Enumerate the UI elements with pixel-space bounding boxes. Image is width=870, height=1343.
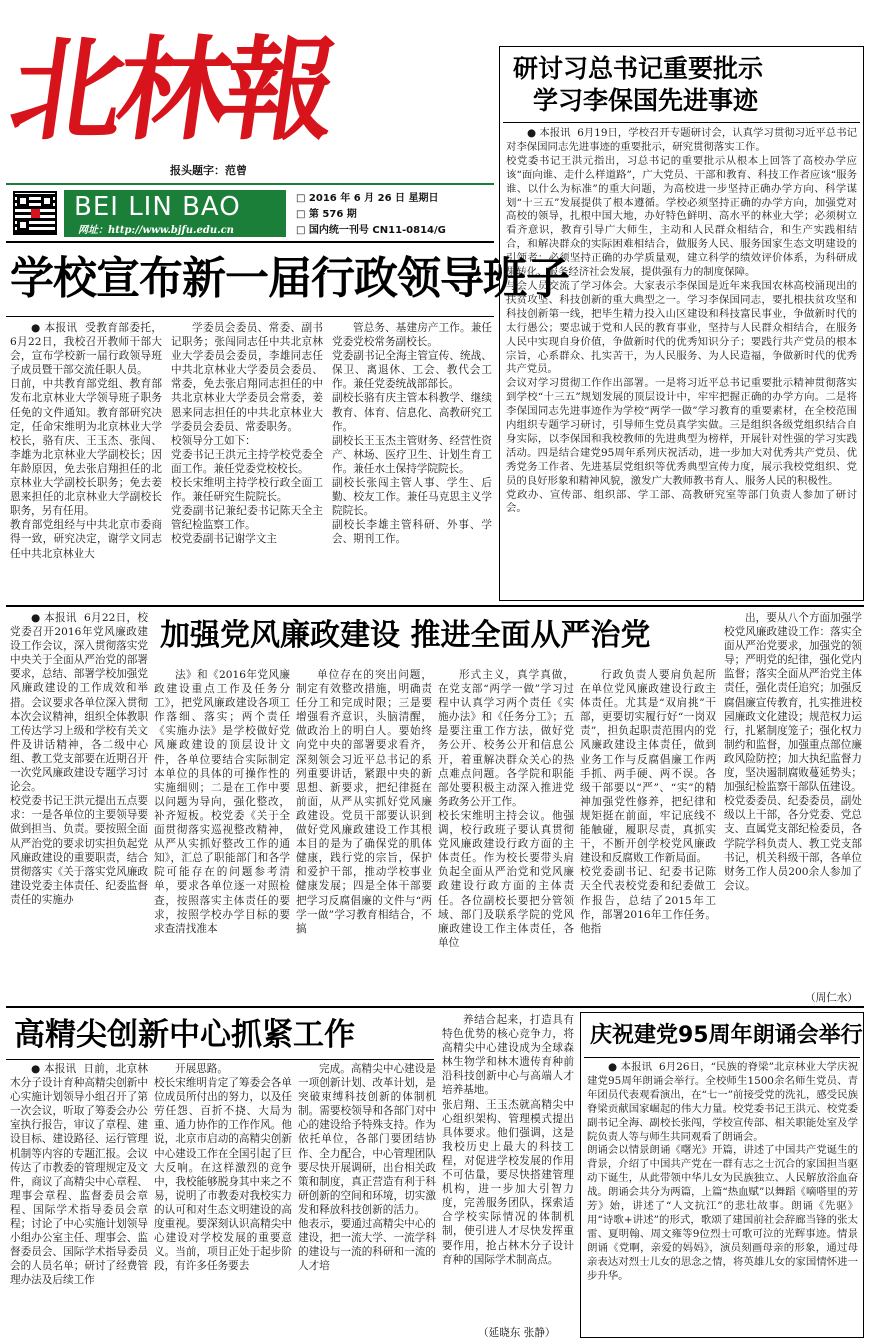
middle-article-col-2: 法》和《2016年党风廉政建设重点工作及任务分工》，把党风廉政建设各项工作落细、落实；两个责任《实施办法》是学校做好党风廉政建设的顶层设计文件，各单位要结合实际制定本单位的具体的可操作性的实施细则；二是在工作中要以问题为导向，强化整改，补齐短板。校党委《关于全面贯彻落实巡视整改精神，从严从实抓好整改工作的通知》，汇总了职能部门和各学院可能存在的问题参考清单，要求各单位逐一对照检查，按照落实主体责任的要求，按照学校办学目标的要求查清找准本 [154, 669, 290, 935]
middle-article-col-1: ● 本报讯 6月22日，校党委召开2016年党风廉政建设工作会议，深入贯彻落实党中央关于全面从严治党的部署要求，总结、部署学校加强党风廉政建设的工作成效和举措。会议要求各单位深入贯彻本次会议精神，组织全体教职工传达学习上级和学校有关文件及讲话精神，各二级中心组、教工党支部要在近期召开一次党风廉政建设专题学习讨论会。 校党委书记王洪元提出五点要求：一是各单位的主要领导要做到担当、负责。要按照全面从严治党的要求切实担负起党风廉政建设的重要职责，结合贯彻落实《关于落实党风廉政建设党委主体责任、纪委监督责任的实施办 [10, 612, 148, 906]
bottom-left-headline: 高精尖创新中心抓紧工作 [14, 1017, 355, 1053]
masthead-bottom-rule [6, 241, 494, 243]
masthead-logo [2, 25, 340, 156]
bottom-left-col-3: 完成。高精尖中心建设是一项创新计划、改革计划，是突破束缚科技创新的体制机制。需要校领导和各部门对中心的建设给予特殊支持。作为依托单位，各部门要团结协作、全力配合，中心管理团队要尽快开展调研，出台相关政策和制度，真正营造有利于科研创新的空间和环境，切实激发和释放科技创新的活力。 他表示，要通过高精尖中心的建设，把一流大学、一流学科的建设与一流的科研和一流的人才培 [298, 1063, 436, 1273]
bottom-right-headline: 庆祝建党95周年朗诵会举行 [590, 1023, 863, 1048]
lead-headline: 学校宣布新一届行政领导班子 [10, 253, 569, 304]
bottom-left-headline-rule [6, 1059, 434, 1060]
calligraphy-credit: 报头题字：范曾 [170, 164, 247, 177]
middle-headline: 加强党风廉政建设 推进全面从严治党 [160, 618, 651, 653]
issue-number: □ 第 576 期 [296, 209, 357, 220]
lead-article-col-2: 学委员会委员、常委、副书记职务；张闯同志任中共北京林业大学委员会委员，李雄同志任中共北京林业大学委员会委员、常委，免去张启翔同志担任的中共北京林业大学委员会常委，姜恩来同志担任的中共北京林业大学委员会委员、常委职务。 校领导分工如下： 党委书记王洪元主持学校党委全面工作。兼任党委党校校长。 校长宋维明主持学校行政全面工作。兼任研究生院院长。 党委副书记兼纪委书记陈天全主管纪检监察工作。 校党委副书记谢学文主 [171, 322, 323, 546]
middle-article-col-5: 行政负责人要肩负起所在单位党风廉政建设行政主体责任。尤其是“双肩挑”干部，更要切实履行好“一岗双责”，担负起职责范围内的党风廉政建设主体责任，做到业务工作与反腐倡廉工作两手抓、两手硬、两不误。各级干部要以“严”、“实”的精神加强党性修养，把纪律和规矩挺在前面，牢记底线不能触碰，履职尽责，真抓实干，不断开创学校党风廉政建设和反腐败工作新局面。 校党委副书记、纪委书记陈天全代表校党委和纪委做工作报告，总结了2015年工作，部署2016年工作任务。他指 [580, 669, 716, 935]
bottom-left-col-4: 养结合起来，打造具有特色优势的核心竞争力，将高精尖中心建设成为全球森林生物学和林木遗传育种前沿科技创新中心与高端人才培养基地。 张启翔、王玉杰就高精尖中心组织架构、管理模式提出具体要求。他们强调，这是我校历史上最大的科技工程，对促进学校发展的作用不可估量，要尽快搭建管理机构，进一步加大引智力度，完善服务团队，探索适合学校实际情况的体制机制，使引进人才尽快发挥重要作用，抢占林木分子设计育种的国际学术制高点。 [442, 1014, 574, 1266]
bottom-left-col-1: ● 本报讯 日前，北京林木分子设计育种高精尖创新中心实施计划领导小组召开了第一次会议，听取了筹委会办公室执行报告，审议了章程、建设目标、建设路径、运行管理机制等内容的专题汇报。会议传达了市教委的管理规定及文件，商议了高精尖中心章程、理事会章程、监督委员会章程、国际学术指导委员会章程；讨论了中心实施计划领导小组办公室主任、理事会、监督委员会、国际学术指导委员会的人员名单；研讨了经费管理办法及后续工作 [10, 1063, 148, 1287]
qr-code [13, 191, 57, 235]
masthead-top-rule [6, 183, 494, 185]
section-rule-1 [6, 605, 864, 607]
pinyin-banner [64, 190, 286, 237]
issue-info [296, 191, 494, 239]
bottom-left-byline: （延晓东 张静） [478, 1327, 556, 1339]
middle-article-col-6: 出，要从八个方面加强学校党风廉政建设工作：落实全面从严治党要求，加强党的领导；严明党的纪律，强化党内监督；落实全面从严治党主体责任，强化责任追究；加强反腐倡廉宣传教育，扎实推进校园廉政文化建设；规范权力运行，扎紧制度笼子；强化权力制约和监督，加强重点部位廉政风险防控；加大执纪监督力度，坚决遏制腐败蔓延势头；加强纪检监察干部队伍建设。 校党委委员、纪委委员，副处级以上干部，各分党委、党总支、直属党支部纪检委员，各学院学科负责人、教工党支部书记，机关科级干部，各单位财务工作人员200余人参加了会议。 [724, 612, 862, 892]
top-right-headline-1: 研讨习总书记重要批示 [513, 54, 764, 83]
top-right-headline-rule [503, 122, 860, 123]
lead-headline-rule [6, 316, 494, 317]
lead-article-col-1: ● 本报讯 受教育部委托，6月22日，我校召开教师干部大会，宣布学校新一届行政领导班子成员暨干部交流任职人员。 日前，中共教育部党组、教育部发布北京林业大学领导班子职务任免的文件通知。教育部研究决定，任命宋维明为北京林业大学校长，骆有庆、王玉杰、张闯、李雄为北京林业大学副校长；因年龄原因，免去张启翔担任的北京林业大学副校长职务；免去姜恩来担任的北京林业大学副校长职务，另有任用。 教育部党组经与中共北京市委商得一致，研究决定，谢学文同志任中共北京林业大 [10, 322, 162, 560]
top-right-headline-2: 学习李保国先进事迹 [533, 86, 759, 115]
website-link[interactable]: 网址：http://www.bjfu.edu.cn [78, 225, 234, 236]
top-right-article-body: ● 本报讯 6月19日，学校召开专题研讨会，认真学习贯彻习近平总书记对李保国同志先进事迹的重要批示，研究贯彻落实工作。 校党委书记王洪元指出，习总书记的重要批示从根本上回答了高校办学应该“面向谁、走什么样道路”，广大党员、干部和教育、科技工作者应该“服务谁、以什么为标准”的重大问题，为高校进一步坚持正确办学方向、科学谋划“十三五”发展提供了根本遵循。学校必须坚持正确的办学方向，加强党对高校的领导，扎根中国大地，办好特色鲜明、高水平的林业大学；必须树立看齐意识，教育引导广大师生，主动和人民群众相结合，和生产实践相结合，和解决群众的实际困难相结合，做服务人民、服务国家生态文明建设的引领者；必须坚持正确的办学质量观，建立科学的绩效评价体系，为科研成果转化、服务经济社会发展，提供强有力的制度保障。 与会人员交流了学习体会。大家表示李保国是近年来我国农林高校涌现出的扶贫攻坚、科技创新的重大典型之一。学习李保国同志，要扎根扶贫攻坚和科技创新第一线，把毕生精力投入山区建设和科技富民事业，争做新时代的太行愚公；要忠诚于党和人民的教育事业，坚持与人民群众相结合，在服务人民中实现自身价值，争做新时代的优秀知识分子；要践行共产党员的根本宗旨，心系群众、扎实苦干，为人民服务、为人民造福，争做新时代的优秀共产党员。 会议对学习贯彻工作作出部署。一是将习近平总书记重要批示精神贯彻落实到学校“十三五”规划发展的顶层设计中，牢牢把握正确的办学方向。二是将李保国同志先进事迹作为学校“两学一做”学习教育的重要素材，在全校范围内组织专题学习研讨，引导师生党员真学实做。三是组织各级党组织结合自身实际，以李保国和我校教师的先进典型为榜样，开展针对性强的学习实践活动。四是结合建党95周年系列庆祝活动，进一步加大对优秀共产党员、优秀党务工作者、先进基层党组织等优秀典型宣传力度，展示我校党组织、党员的良好形象和精神风貌，激发广大教师教书育人、服务人民的积极性。 党政办、宣传部、组织部、学工部、高教研究室等部门负责人参加了研讨会。 [506, 127, 857, 515]
lead-article-col-3: 管总务、基建房产工作。兼任党委党校常务副校长。 党委副书记全海主管宣传、统战、保卫、离退休、工会、教代会工作。兼任党委统战部部长。 副校长骆有庆主管本科教学、继续教育、体育、信息化、高教研究工作。 副校长王玉杰主管财务、经营性资产、林场、医疗卫生、计划生育工作。兼任水土保持学院院长。 副校长张闯主管人事、学生、后勤、校友工作。兼任马克思主义学院院长。 副校长李雄主管科研、外事、学会、期刊工作。 [332, 322, 492, 546]
middle-article-col-4: 形式主义，真学真做，在党支部“两学一做”学习过程中认真学习两个责任《实施办法》和《任务分工》；五是要注重工作方法，做好党务公开、校务公开和信息公开，着重解决群众关心的热点难点问题。各学院和职能部处要积极主动深入推进党务政务公开工作。 校长宋维明主持会议。他强调，校行政班子要认真贯彻党风廉政建设行政方面的主体责任。作为校长要带头肩负起全面从严治党和党风廉政建设行政方面的主体责任。各位副校长要把分管领域、部门及联系学院的党风廉政建设工作主体责任，各单位 [438, 669, 574, 949]
publication-number: □ 国内统一刊号 CN11-0814/G [296, 225, 446, 236]
bottom-right-article-body: ● 本报讯 6月26日，“民族的脊梁”北京林业大学庆祝建党95周年朗诵会举行。全校师生1500余名师生党员、青年团员代表观看演出，在“七一”前接受党的洗礼，感受民族脊梁贡献国家崛起的伟大力量。校党委书记王洪元、校党委副书记全海、副校长张闯，学校宣传部、相关职能处室及学院负责人等与师生共同观看了朗诵会。 朗诵会以情景朗诵《曙光》开篇，讲述了中国共产党诞生的背景，介绍了中国共产党在一群有志之士沉合的家国担当驱动下诞生，从此带领中华儿女为民族独立、人民解放浴血奋战。朗诵会共分为两篇，上篇“热血赋”以舞蹈《嘀嗒里的芳芳》始，讲述了“人文抗江”的悲壮故事。朗诵《先驱》用“诗歌+讲述”的形式，歌颂了建国前社会辞廊当锋的张太雷、夏明翰、周文雍等9位烈士可歌可泣的光辉事迹。情景朗诵《党啊，亲爱的妈妈》，演员刻画母亲的形象，通过母亲表达对烈士儿女的思念之情，将英雄儿女的家国情怀进一步升华。 [587, 1061, 858, 1282]
pinyin-name: BEI LIN BAO [74, 192, 241, 222]
bottom-left-col-2: 开展思路。 校长宋维明肯定了筹委会各单位成员所付出的努力，以及任劳任怨、百折不挠、大局为重、通力协作的工作作风。他说，北京市启动的高精尖创新中心建设工作在全国引起了巨大反响。在这样激烈的竞争中，我校能够脱身其中来之不易，说明了市教委对我校实力的认可和对生态文明建设的高度重视。要深刻认识高精尖中心建设对学校发展的重要意义。当前，项目正处于起步阶段，有许多任务要去 [154, 1063, 292, 1273]
section-rule-2 [6, 1006, 864, 1008]
middle-byline: （周仁水） [805, 992, 858, 1004]
masthead-calligraphy: 北林報 [2, 25, 340, 156]
date-line: □ 2016 年 6 月 26 日 星期日 [296, 193, 439, 204]
middle-article-col-3: 单位存在的突出问题，制定有效整改措施，明确责任分工和完成时限；三是要增强看齐意识，头脑清醒，做政治上的明白人。要始终向党中央的部署要求看齐，深刻领会习近平总书记的系列重要讲话，紧跟中央的新思想、新要求，把纪律挺在前面，从严从实抓好党风廉政建设。党员干部要认识到做好党风廉政建设工作其根本目的是为了确保党的肌体健康，践行党的宗旨，保护和爱护干部，推动学校事业健康发展；四是全体干部要把学习反腐倡廉的文件与“两学一做”学习教育相结合，不搞 [296, 669, 432, 935]
bottom-right-headline-rule [584, 1057, 860, 1058]
